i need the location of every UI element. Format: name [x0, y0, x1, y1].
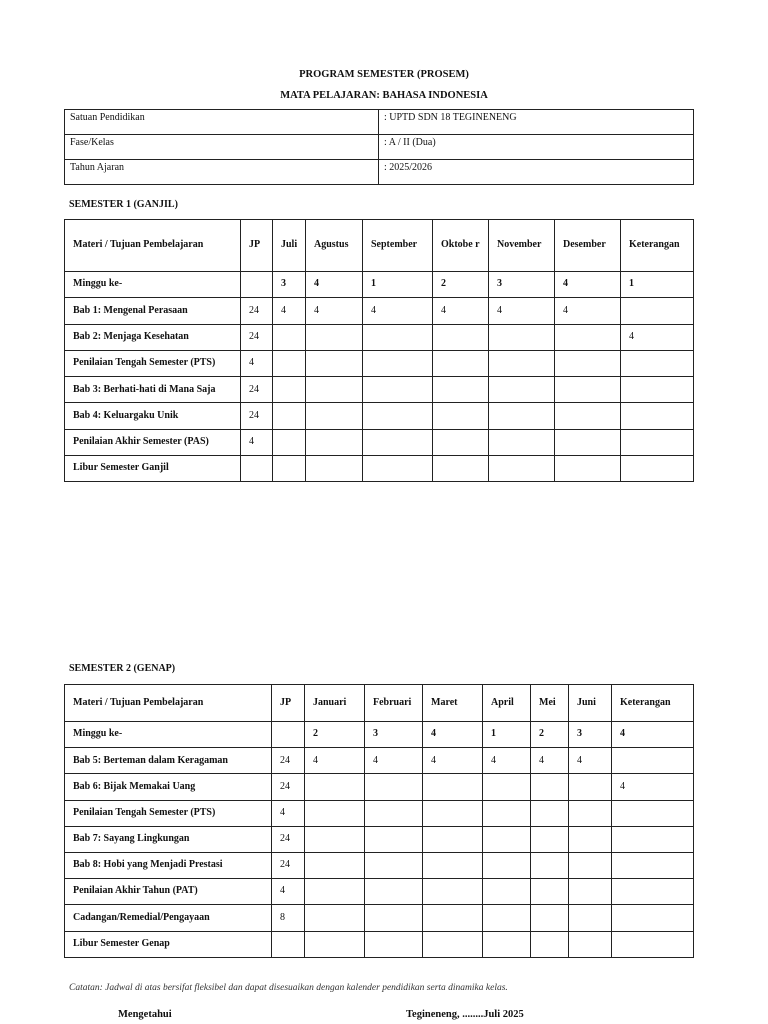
table-row: [65, 826, 694, 852]
column-header: Maret: [423, 685, 483, 722]
table-cell: 4: [569, 748, 612, 774]
row-label: Bab 4: Keluargaku Unik: [65, 403, 241, 429]
info-row: [65, 160, 694, 185]
table-cell: [306, 403, 363, 429]
table-cell: [241, 456, 273, 482]
column-header: Materi / Tujuan Pembelajaran: [65, 220, 241, 272]
info-row: [65, 135, 694, 160]
table-cell: [569, 905, 612, 931]
row-label: Penilaian Tengah Semester (PTS): [65, 800, 272, 826]
table-cell: [365, 931, 423, 957]
row-label: Minggu ke-: [65, 722, 272, 748]
table-header-row: [65, 220, 694, 272]
row-label: Penilaian Akhir Semester (PAS): [65, 429, 241, 455]
table-cell: [365, 879, 423, 905]
table-cell: [621, 298, 694, 324]
row-label: Bab 8: Hobi yang Menjadi Prestasi: [65, 852, 272, 878]
info-label: Satuan Pendidikan: [65, 110, 379, 135]
table-cell: [555, 377, 621, 403]
column-header: April: [483, 685, 531, 722]
table-cell: [612, 826, 694, 852]
table-cell: [306, 324, 363, 350]
table-cell: 2: [531, 722, 569, 748]
table-row: [65, 456, 694, 482]
table-cell: [569, 931, 612, 957]
table-cell: [363, 350, 433, 376]
table-cell: [273, 377, 306, 403]
row-label: Bab 6: Bijak Memakai Uang: [65, 774, 272, 800]
table-cell: [621, 377, 694, 403]
table-cell: [489, 350, 555, 376]
row-label: Bab 5: Berteman dalam Keragaman: [65, 748, 272, 774]
info-label: Fase/Kelas: [65, 135, 379, 160]
table-cell: [305, 826, 365, 852]
table-cell: 4: [241, 350, 273, 376]
table-cell: 24: [241, 324, 273, 350]
column-header: JP: [272, 685, 305, 722]
table-cell: 4: [305, 748, 365, 774]
table-cell: [273, 403, 306, 429]
table-cell: 4: [483, 748, 531, 774]
table-cell: 4: [621, 324, 694, 350]
table-cell: 24: [272, 852, 305, 878]
semester1-label: SEMESTER 1 (GANJIL): [69, 199, 178, 210]
column-header: Juni: [569, 685, 612, 722]
table-cell: 1: [621, 272, 694, 298]
table-cell: [423, 800, 483, 826]
table-cell: 1: [363, 272, 433, 298]
table-cell: [489, 403, 555, 429]
table-cell: [569, 800, 612, 826]
table-cell: [423, 852, 483, 878]
table-cell: [483, 800, 531, 826]
table-cell: 24: [272, 748, 305, 774]
row-label: Bab 2: Menjaga Kesehatan: [65, 324, 241, 350]
row-label: Bab 1: Mengenal Perasaan: [65, 298, 241, 324]
table-cell: 2: [433, 272, 489, 298]
signature-left: Mengetahui: [118, 1009, 172, 1020]
column-header: Agustus: [306, 220, 363, 272]
table-row: [65, 350, 694, 376]
table-row: [65, 905, 694, 931]
table-header-row: [65, 685, 694, 722]
table-cell: [365, 852, 423, 878]
table-cell: 4: [272, 879, 305, 905]
row-label: Penilaian Akhir Tahun (PAT): [65, 879, 272, 905]
table-cell: 4: [423, 722, 483, 748]
table-row: [65, 722, 694, 748]
table-cell: [621, 403, 694, 429]
column-header: Mei: [531, 685, 569, 722]
table-cell: 4: [433, 298, 489, 324]
table-cell: [365, 800, 423, 826]
column-header: Desember: [555, 220, 621, 272]
table-cell: [569, 774, 612, 800]
table-cell: [305, 852, 365, 878]
table-cell: [555, 403, 621, 429]
table-row: [65, 403, 694, 429]
table-cell: 4: [306, 298, 363, 324]
table-cell: 24: [272, 826, 305, 852]
table-cell: 4: [272, 800, 305, 826]
info-table: [64, 109, 694, 185]
table-cell: [489, 377, 555, 403]
table-cell: [621, 429, 694, 455]
semester2-table: [64, 684, 694, 958]
info-value: : 2025/2026: [379, 160, 694, 185]
table-cell: [433, 456, 489, 482]
table-cell: [273, 324, 306, 350]
row-label: Bab 3: Berhati-hati di Mana Saja: [65, 377, 241, 403]
table-cell: [531, 852, 569, 878]
table-cell: [621, 350, 694, 376]
table-cell: 24: [272, 774, 305, 800]
table-cell: [273, 429, 306, 455]
table-cell: 4: [423, 748, 483, 774]
table-cell: [621, 456, 694, 482]
table-cell: 4: [273, 298, 306, 324]
table-cell: 4: [555, 272, 621, 298]
table-cell: [305, 879, 365, 905]
table-cell: [433, 377, 489, 403]
table-cell: [531, 879, 569, 905]
table-cell: [483, 905, 531, 931]
table-row: [65, 324, 694, 350]
table-cell: [483, 931, 531, 957]
table-cell: [612, 800, 694, 826]
row-label: Cadangan/Remedial/Pengayaan: [65, 905, 272, 931]
column-header: Keterangan: [621, 220, 694, 272]
table-cell: 2: [305, 722, 365, 748]
info-row: [65, 110, 694, 135]
table-cell: [531, 826, 569, 852]
table-cell: [423, 826, 483, 852]
table-cell: [363, 456, 433, 482]
table-row: [65, 272, 694, 298]
semester2-label: SEMESTER 2 (GENAP): [69, 663, 176, 674]
row-label: Penilaian Tengah Semester (PTS): [65, 350, 241, 376]
table-row: [65, 377, 694, 403]
table-cell: 3: [569, 722, 612, 748]
column-header: September: [363, 220, 433, 272]
table-cell: [306, 429, 363, 455]
table-cell: [306, 456, 363, 482]
table-cell: [483, 852, 531, 878]
table-cell: [273, 350, 306, 376]
column-header: Oktobe r: [433, 220, 489, 272]
table-cell: [365, 774, 423, 800]
table-cell: 4: [365, 748, 423, 774]
document-subtitle: MATA PELAJARAN: BAHASA INDONESIA: [280, 90, 488, 101]
table-cell: [555, 456, 621, 482]
table-cell: [433, 324, 489, 350]
table-cell: [531, 774, 569, 800]
column-header: Keterangan: [612, 685, 694, 722]
table-cell: [531, 905, 569, 931]
table-cell: [423, 905, 483, 931]
table-cell: [489, 456, 555, 482]
row-label: Libur Semester Ganjil: [65, 456, 241, 482]
footnote: Catatan: Jadwal di atas bersifat fleksibel dan dapat disesuaikan dengan kalender pendidikan serta dinamika kelas.: [69, 983, 508, 993]
table-cell: 3: [273, 272, 306, 298]
column-header: Juli: [273, 220, 306, 272]
table-cell: [305, 800, 365, 826]
table-cell: 1: [483, 722, 531, 748]
table-row: [65, 800, 694, 826]
table-cell: [423, 879, 483, 905]
table-cell: [272, 722, 305, 748]
table-cell: [305, 931, 365, 957]
table-cell: 4: [531, 748, 569, 774]
table-cell: 24: [241, 298, 273, 324]
row-label: Libur Semester Genap: [65, 931, 272, 957]
table-cell: [555, 324, 621, 350]
table-cell: [569, 826, 612, 852]
table-cell: [305, 905, 365, 931]
table-cell: [483, 826, 531, 852]
table-cell: [555, 350, 621, 376]
table-row: [65, 879, 694, 905]
info-label: Tahun Ajaran: [65, 160, 379, 185]
table-cell: 24: [241, 377, 273, 403]
table-cell: 3: [489, 272, 555, 298]
table-cell: [489, 429, 555, 455]
table-cell: [306, 350, 363, 376]
table-cell: [489, 324, 555, 350]
table-cell: [483, 879, 531, 905]
table-cell: [612, 879, 694, 905]
table-cell: [363, 403, 433, 429]
table-cell: 4: [363, 298, 433, 324]
row-label: Minggu ke-: [65, 272, 241, 298]
info-value: : UPTD SDN 18 TEGINENENG: [379, 110, 694, 135]
column-header: November: [489, 220, 555, 272]
column-header: JP: [241, 220, 273, 272]
table-cell: 8: [272, 905, 305, 931]
table-cell: [363, 377, 433, 403]
table-cell: [483, 774, 531, 800]
table-cell: [365, 826, 423, 852]
table-cell: 4: [612, 774, 694, 800]
document-title: PROGRAM SEMESTER (PROSEM): [299, 69, 469, 80]
table-cell: [305, 774, 365, 800]
table-cell: [555, 429, 621, 455]
table-cell: [423, 774, 483, 800]
table-cell: [612, 905, 694, 931]
table-row: [65, 931, 694, 957]
table-cell: [365, 905, 423, 931]
table-cell: [306, 377, 363, 403]
column-header: Januari: [305, 685, 365, 722]
table-cell: [612, 748, 694, 774]
table-cell: [363, 324, 433, 350]
semester1-table: [64, 219, 694, 482]
info-value: : A / II (Dua): [379, 135, 694, 160]
table-cell: [273, 456, 306, 482]
table-cell: 4: [555, 298, 621, 324]
table-row: [65, 774, 694, 800]
table-row: [65, 429, 694, 455]
table-cell: [423, 931, 483, 957]
table-row: [65, 852, 694, 878]
column-header: Materi / Tujuan Pembelajaran: [65, 685, 272, 722]
table-cell: [272, 931, 305, 957]
table-cell: [531, 931, 569, 957]
table-row: [65, 298, 694, 324]
table-cell: 4: [241, 429, 273, 455]
table-cell: [433, 350, 489, 376]
table-cell: [363, 429, 433, 455]
table-cell: [531, 800, 569, 826]
table-cell: [569, 852, 612, 878]
table-cell: [569, 879, 612, 905]
table-cell: 4: [489, 298, 555, 324]
table-cell: [433, 403, 489, 429]
table-cell: [612, 931, 694, 957]
table-cell: 3: [365, 722, 423, 748]
row-label: Bab 7: Sayang Lingkungan: [65, 826, 272, 852]
column-header: Februari: [365, 685, 423, 722]
table-cell: 4: [612, 722, 694, 748]
signature-right: Tegineneng, ........Juli 2025: [406, 1009, 524, 1020]
table-cell: 4: [306, 272, 363, 298]
table-cell: [612, 852, 694, 878]
table-cell: [241, 272, 273, 298]
table-cell: 24: [241, 403, 273, 429]
table-cell: [433, 429, 489, 455]
table-row: [65, 748, 694, 774]
